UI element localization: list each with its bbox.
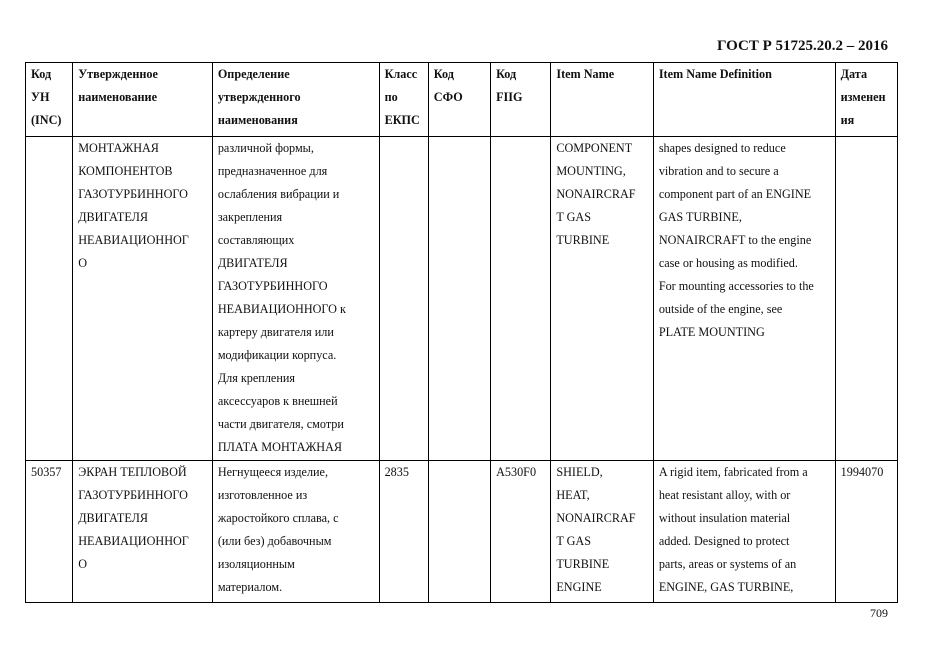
table-cell <box>491 63 551 137</box>
table-cell <box>379 63 428 137</box>
cell-line: изоляционным <box>217 557 295 571</box>
table-cell <box>551 137 653 461</box>
cell-line: (INC) <box>31 113 62 127</box>
table-cell <box>835 137 897 461</box>
table-cell <box>428 461 490 603</box>
cell-line: части двигателя, смотри <box>217 417 344 431</box>
table-cell <box>73 63 213 137</box>
table-cell <box>73 137 213 461</box>
cell-line: ЭКРАН ТЕПЛОВОЙ <box>78 465 187 479</box>
cell-line: СФО <box>433 90 463 104</box>
cell-line: T GAS <box>556 210 591 224</box>
table-cell <box>551 63 653 137</box>
table-cell <box>379 137 428 461</box>
cell-line: жаростойкого сплава, с <box>217 511 339 525</box>
cell-line: ДВИГАТЕЛЯ <box>217 256 288 270</box>
cell-line: картеру двигателя или <box>217 325 334 339</box>
table-cell <box>73 461 213 603</box>
cell-line: outside of the engine, see <box>658 302 783 316</box>
cell-line: without insulation material <box>658 511 791 525</box>
cell-line: модификации корпуса. <box>217 348 337 362</box>
cell-line: Класс <box>384 67 418 81</box>
cell-line: (или без) добавочным <box>217 534 332 548</box>
table-cell <box>551 461 653 603</box>
cell-line: NONAIRCRAF <box>556 511 636 525</box>
cell-line: A rigid item, fabricated from a <box>658 465 808 479</box>
cell-line: ENGINE, GAS TURBINE, <box>658 580 794 594</box>
cell-line: ПЛАТА МОНТАЖНАЯ <box>217 440 343 454</box>
cell-line: МОНТАЖНАЯ <box>78 141 159 155</box>
table-cell <box>379 461 428 603</box>
page-number: 709 <box>870 606 888 620</box>
cell-line: Утвержденное <box>78 67 158 81</box>
cell-line: NONAIRCRAFT to the engine <box>658 233 812 247</box>
cell-line: Определение <box>217 67 290 81</box>
cell-line: материалом. <box>217 580 283 594</box>
cell-line: Код <box>433 67 454 81</box>
cell-line: SHIELD, <box>556 465 603 479</box>
cell-line: ГАЗОТУРБИННОГО <box>78 488 188 502</box>
cell-line: TURBINE <box>556 557 610 571</box>
cell-line: предназначенное для <box>217 164 328 178</box>
cell-line: MOUNTING, <box>556 164 626 178</box>
cell-line: Дата <box>840 67 868 81</box>
cell-line: component part of an ENGINE <box>658 187 812 201</box>
table-cell <box>212 63 379 137</box>
cell-line: For mounting accessories to the <box>658 279 814 293</box>
cell-line: наименования <box>217 113 298 127</box>
cell-line: HEAT, <box>556 488 590 502</box>
table-cell <box>491 137 551 461</box>
cell-line: О <box>78 256 88 270</box>
cell-line: PLATE MOUNTING <box>658 325 765 339</box>
table-row <box>26 461 898 603</box>
cell-line: ГАЗОТУРБИННОГО <box>78 187 188 201</box>
cell-line: закрепления <box>217 210 283 224</box>
cell-line: Код <box>31 67 52 81</box>
data-table <box>25 62 898 603</box>
cell-line: наименование <box>78 90 157 104</box>
cell-line: parts, areas or systems of an <box>658 557 797 571</box>
table-cell <box>653 461 835 603</box>
cell-line: ослабления вибрации и <box>217 187 340 201</box>
cell-line: case or housing as modified. <box>658 256 798 270</box>
cell-line: A530F0 <box>496 465 537 479</box>
table-row <box>26 137 898 461</box>
cell-line: по <box>384 90 398 104</box>
table-cell <box>212 461 379 603</box>
cell-line: ЕКПС <box>384 113 420 127</box>
cell-line: T GAS <box>556 534 591 548</box>
cell-line: Item Name <box>556 67 615 81</box>
table-cell <box>835 63 897 137</box>
table-cell <box>428 63 490 137</box>
cell-line: изготовленное из <box>217 488 308 502</box>
table-cell <box>653 137 835 461</box>
cell-line: Для крепления <box>217 371 295 385</box>
cell-line: GAS TURBINE, <box>658 210 742 224</box>
table-cell <box>653 63 835 137</box>
table-cell <box>26 137 73 461</box>
cell-line: НЕАВИАЦИОННОГ <box>78 534 189 548</box>
cell-line: ия <box>840 113 855 127</box>
cell-line: ДВИГАТЕЛЯ <box>78 511 149 525</box>
cell-line: НЕАВИАЦИОННОГО к <box>217 302 346 316</box>
cell-line: heat resistant alloy, with or <box>658 488 791 502</box>
cell-line: КОМПОНЕНТОВ <box>78 164 173 178</box>
cell-line: изменен <box>840 90 886 104</box>
table-cell <box>491 461 551 603</box>
table-cell <box>212 137 379 461</box>
cell-line: vibration and to secure a <box>658 164 779 178</box>
cell-line: Код <box>496 67 517 81</box>
cell-line: shapes designed to reduce <box>658 141 786 155</box>
cell-line: TURBINE <box>556 233 610 247</box>
cell-line: Item Name Definition <box>658 67 772 81</box>
cell-line: аксессуаров к внешней <box>217 394 338 408</box>
cell-line: ENGINE <box>556 580 602 594</box>
cell-line: ДВИГАТЕЛЯ <box>78 210 149 224</box>
table-cell <box>428 137 490 461</box>
table-cell <box>26 461 73 603</box>
document-header: ГОСТ Р 51725.20.2 – 2016 <box>716 38 888 54</box>
table-cell <box>26 63 73 137</box>
cell-line: 2835 <box>384 465 409 479</box>
cell-line: FIIG <box>496 90 523 104</box>
cell-line: added. Designed to protect <box>658 534 790 548</box>
table-cell <box>835 461 897 603</box>
cell-line: ГАЗОТУРБИННОГО <box>217 279 328 293</box>
cell-line: Негнущееся изделие, <box>217 465 329 479</box>
cell-line: 50357 <box>31 465 62 479</box>
cell-line: NONAIRCRAF <box>556 187 636 201</box>
cell-line: НЕАВИАЦИОННОГ <box>78 233 189 247</box>
cell-line: утвержденного <box>217 90 301 104</box>
cell-line: COMPONENT <box>556 141 633 155</box>
cell-line: 1994070 <box>840 465 884 479</box>
cell-line: различной формы, <box>217 141 314 155</box>
cell-line: О <box>78 557 88 571</box>
table-row <box>26 63 898 137</box>
cell-line: составляющих <box>217 233 295 247</box>
cell-line: УН <box>31 90 50 104</box>
